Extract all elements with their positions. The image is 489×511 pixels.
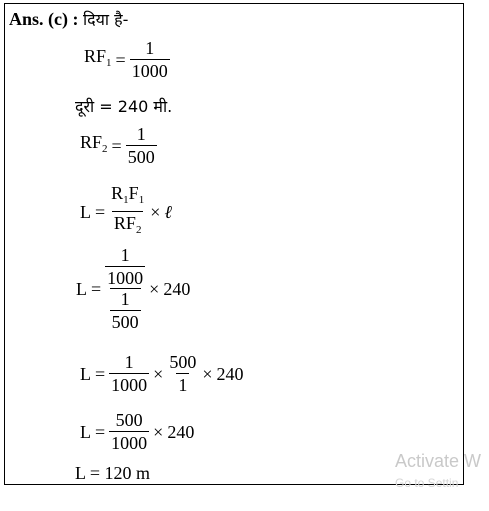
rf1-eq: =: [115, 49, 126, 70]
rf2-lhs: RF: [80, 132, 103, 152]
step1-bot-den: 500: [111, 312, 139, 332]
step2-fraction1: [109, 352, 149, 395]
step1-lhs: L: [76, 278, 87, 299]
step3-eq: =: [95, 421, 106, 442]
rf1-den: 1000: [131, 61, 168, 81]
distance-text: दूरी = 240 मी.: [75, 97, 173, 116]
step2-value: 240: [216, 363, 244, 384]
step2-f1-den: 1000: [111, 375, 148, 395]
formula-eq: =: [95, 201, 106, 222]
formula-equation: [80, 183, 172, 240]
rf2-eq: =: [111, 135, 122, 156]
rf1-sub: 1: [106, 57, 112, 69]
result-text: L = 120 m: [75, 463, 150, 483]
answer-header: [9, 9, 128, 30]
step2-f1-num: 1: [124, 352, 134, 372]
rf2-den: 500: [127, 147, 155, 167]
formula-lhs: L: [80, 201, 91, 222]
step3-value: 240: [167, 421, 195, 442]
step3-lhs: L: [80, 421, 91, 442]
rf2-num: 1: [136, 124, 146, 144]
rf1-lhs: RF: [84, 46, 107, 66]
formula-num: [109, 183, 146, 211]
activation-watermark-title: Activate W: [395, 451, 482, 471]
formula-fraction: [109, 183, 146, 240]
step3-times: ×: [153, 421, 164, 442]
rf2-equation: [80, 124, 157, 167]
step1-value: 240: [163, 278, 191, 299]
step3-fraction: [109, 410, 149, 453]
formula-rf: RF: [113, 213, 136, 233]
distance-line: [75, 96, 172, 117]
given-text: दिया है-: [83, 10, 129, 29]
step1-times: ×: [149, 278, 160, 299]
rf1-equation: [84, 38, 170, 81]
step2-times2: ×: [202, 363, 213, 384]
step3-equation: [80, 410, 194, 453]
step1-compound-fraction: [105, 245, 145, 332]
step1-bot-num: 1: [120, 289, 130, 309]
step2-fraction2: [167, 352, 198, 395]
step2-lhs: L: [80, 363, 91, 384]
activation-watermark-settings-link[interactable]: Go to Settin: [395, 476, 459, 490]
step2-eq: =: [95, 363, 106, 384]
formula-times: ×: [150, 201, 161, 222]
rf1-num: 1: [145, 38, 155, 58]
step3-num: 500: [115, 410, 143, 430]
result-line: [75, 463, 150, 483]
answer-prefix: Ans. (c) :: [9, 9, 79, 29]
formula-r-sub: 1: [123, 194, 129, 206]
step2-times1: ×: [153, 363, 164, 384]
step2-f2-num: 500: [169, 352, 197, 372]
formula-den: [112, 211, 144, 240]
rf1-fraction: [130, 38, 170, 81]
formula-f-sub: 1: [138, 194, 145, 206]
answer-box: [4, 3, 464, 485]
formula-f: F: [128, 183, 139, 203]
formula-ell: ℓ: [164, 201, 172, 222]
rf2-fraction: [126, 124, 157, 167]
step3-den: 1000: [111, 433, 148, 453]
step1-top-num: 1: [120, 245, 130, 265]
step1-top-fraction: [105, 245, 145, 288]
step1-equation: [76, 245, 190, 332]
step1-top-den: 1000: [107, 268, 144, 288]
formula-rf-sub: 2: [135, 224, 142, 236]
step2-f2-den: 1: [178, 375, 188, 395]
formula-r: R: [111, 183, 124, 203]
step2-equation: [80, 352, 243, 395]
step1-eq: =: [91, 278, 102, 299]
step1-bottom-fraction: [110, 288, 141, 332]
rf2-sub: 2: [102, 143, 108, 155]
